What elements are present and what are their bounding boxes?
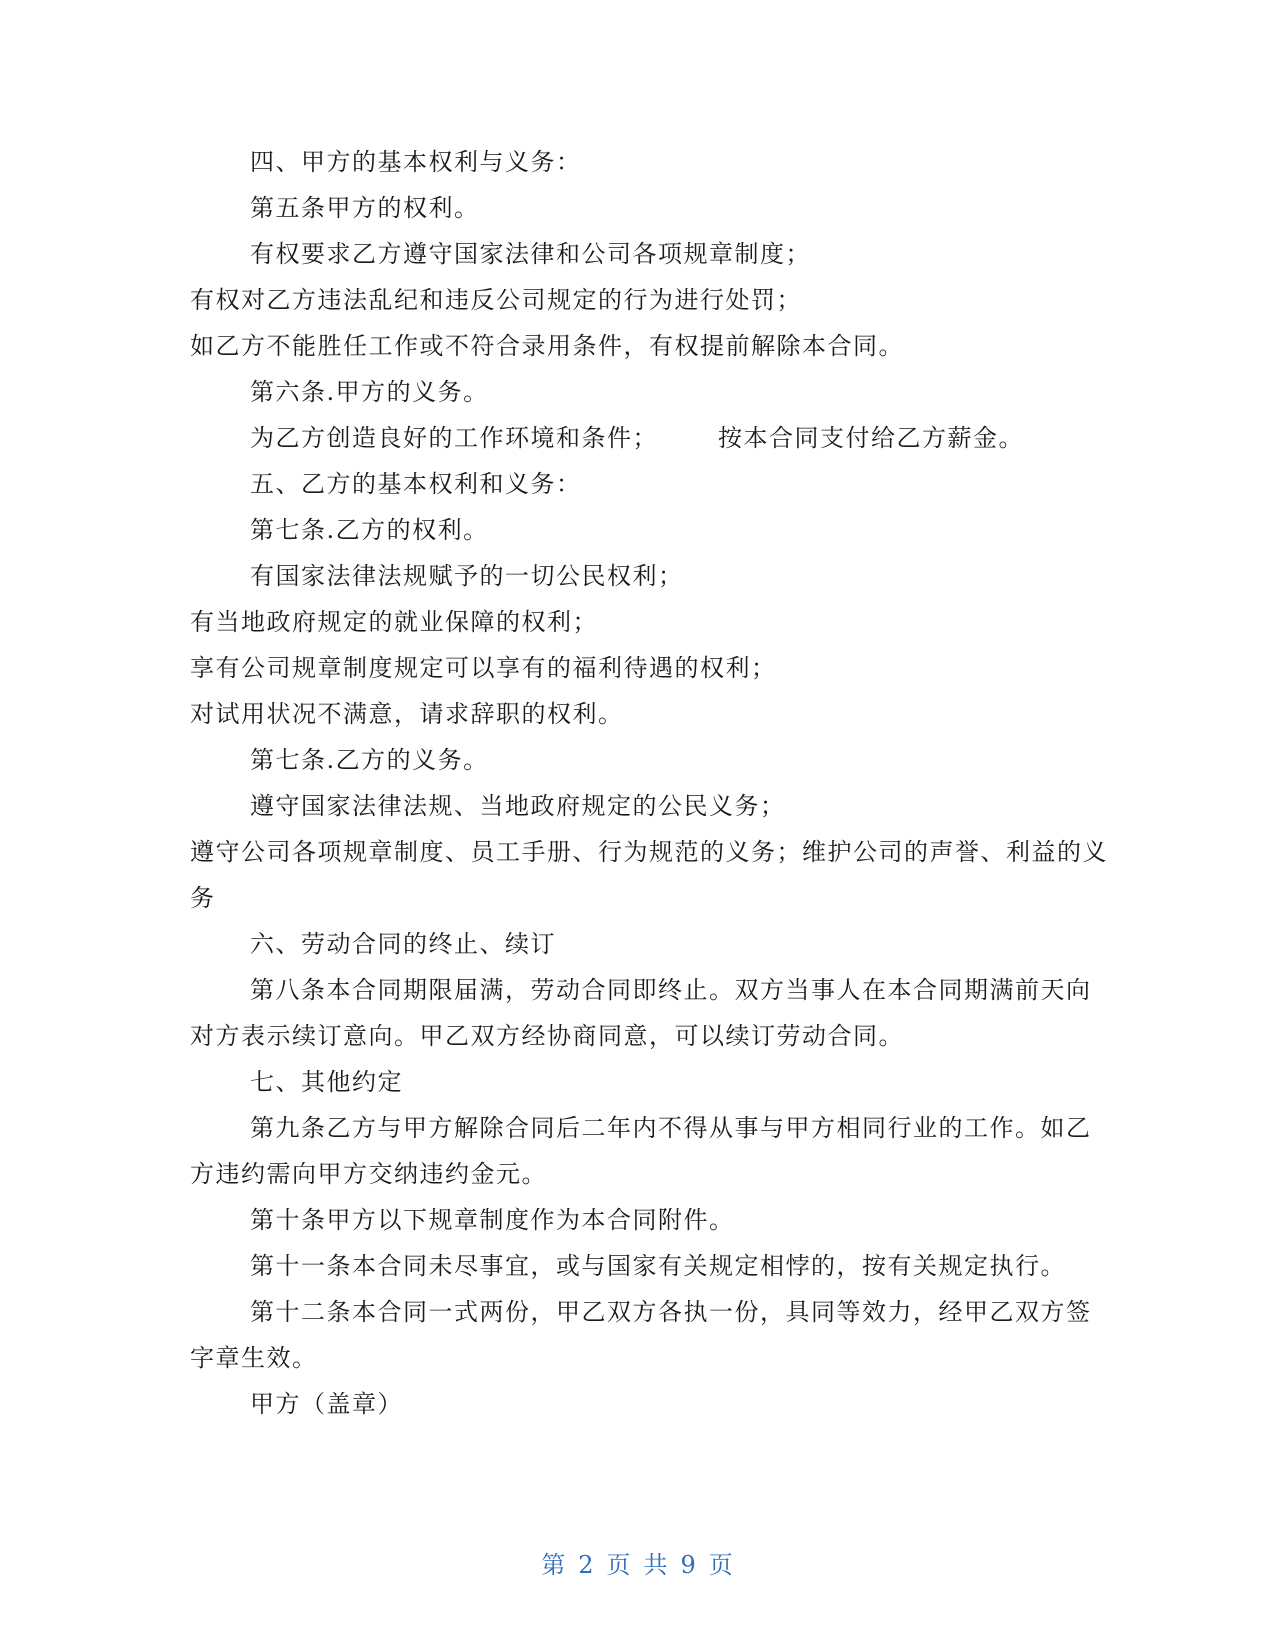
article-heading: 第七条.乙方的权利。 <box>250 516 489 544</box>
page-footer <box>0 1550 1275 1580</box>
paragraph-line: 有权对乙方违法乱纪和违反公司规定的行为进行处罚； <box>190 286 802 314</box>
paragraph-line: 有当地政府规定的就业保障的权利； <box>190 608 598 636</box>
section-heading: 七、其他约定 <box>250 1068 403 1096</box>
footer-total-prefix: 共 <box>643 1551 669 1579</box>
paragraph-line <box>250 423 1024 453</box>
obligation-item: 为乙方创造良好的工作环境和条件； <box>250 424 658 452</box>
paragraph-line: 有国家法律法规赋予的一切公民权利； <box>250 562 684 590</box>
paragraph-line: 第八条本合同期限届满，劳动合同即终止。双方当事人在本合同期满前天向 <box>250 976 1092 1004</box>
footer-suffix: 页 <box>708 1551 734 1579</box>
paragraph-line: 第十二条本合同一式两份，甲乙双方各执一份，具同等效力，经甲乙双方签 <box>250 1298 1092 1326</box>
footer-prefix: 第 <box>541 1551 567 1579</box>
section-heading: 四、甲方的基本权利与义务： <box>250 148 582 176</box>
article-heading: 第七条.乙方的义务。 <box>250 746 489 774</box>
paragraph-line: 第十条甲方以下规章制度作为本合同附件。 <box>250 1206 735 1234</box>
paragraph-line: 享有公司规章制度规定可以享有的福利待遇的权利； <box>190 654 777 682</box>
paragraph-line: 第十一条本合同未尽事宜，或与国家有关规定相悖的，按有关规定执行。 <box>250 1252 1066 1280</box>
current-page-number: 2 <box>578 1551 595 1579</box>
paragraph-line: 遵守国家法律法规、当地政府规定的公民义务； <box>250 792 786 820</box>
paragraph-line: 方违约需向甲方交纳违约金元。 <box>190 1160 547 1188</box>
section-heading: 六、劳动合同的终止、续订 <box>250 930 556 958</box>
article-heading: 第六条.甲方的义务。 <box>250 378 489 406</box>
paragraph-line: 有权要求乙方遵守国家法律和公司各项规章制度； <box>250 240 811 268</box>
paragraph-line: 字章生效。 <box>190 1344 318 1372</box>
obligation-item: 按本合同支付给乙方薪金。 <box>718 424 1024 452</box>
paragraph-line: 对试用状况不满意，请求辞职的权利。 <box>190 700 624 728</box>
paragraph-line: 第九条乙方与甲方解除合同后二年内不得从事与甲方相同行业的工作。如乙 <box>250 1114 1092 1142</box>
article-heading: 第五条甲方的权利。 <box>250 194 480 222</box>
signature-label: 甲方（盖章） <box>250 1390 403 1418</box>
paragraph-line: 如乙方不能胜任工作或不符合录用条件，有权提前解除本合同。 <box>190 332 904 360</box>
paragraph-line: 对方表示续订意向。甲乙双方经协商同意，可以续订劳动合同。 <box>190 1022 904 1050</box>
footer-page-word: 页 <box>606 1551 632 1579</box>
paragraph-line: 务 <box>190 884 216 912</box>
section-heading: 五、乙方的基本权利和义务： <box>250 470 582 498</box>
total-pages-number: 9 <box>680 1551 697 1579</box>
paragraph-line: 遵守公司各项规章制度、员工手册、行为规范的义务；维护公司的声誉、利益的义 <box>190 838 1108 866</box>
